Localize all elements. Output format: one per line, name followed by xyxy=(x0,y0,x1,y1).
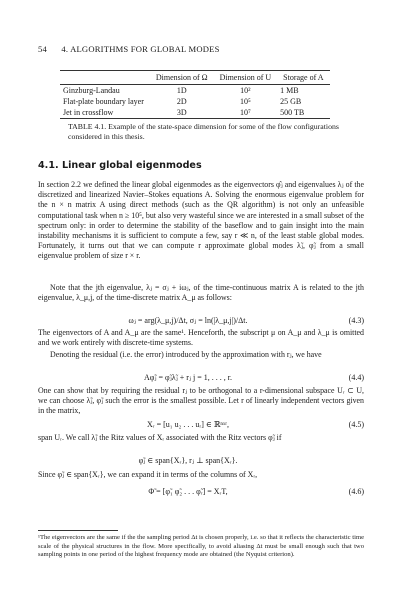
table-cell: 1D xyxy=(176,86,187,95)
page-number: 54 xyxy=(38,44,47,54)
paragraph: Note that the jth eigenvalue, λⱼ = σⱼ + iωⱼ, of the time-continuous matrix A is related to the jth eigenvalue, λ_μ,j, of the time-discrete matrix A_μ as follows: xyxy=(38,283,364,303)
table-header-row xyxy=(60,71,330,85)
table-cell: 2D xyxy=(176,97,187,106)
paragraph: span Uᵣ. We call λ̃ⱼ the Ritz values of Xᵣ associated with the Ritz vectors φ̃ⱼ if xyxy=(38,433,282,442)
section-title: 4.1. Linear global eigenmodes xyxy=(38,160,202,171)
equation-body: Xᵣ = [u₁ u₂ . . . uᵣ] ∈ ℝⁿˣʳ, xyxy=(146,420,229,429)
table-header-cell: Dimension of Ω xyxy=(155,73,208,82)
table-cell: 1 MB xyxy=(280,86,299,95)
table-row xyxy=(60,85,330,97)
equation-body: ωⱼ = arg(λ_μ,j)/Δt, σⱼ = ln(|λ_μ,j|)/Δt. xyxy=(128,316,248,325)
table-cell: 25 GB xyxy=(280,97,302,106)
equation-number: (4.3) xyxy=(348,316,364,325)
footnote-rule xyxy=(38,530,118,531)
table-caption: TABLE 4.1. Example of the state-space dimension for some of the flow configurations considered in this thesis. xyxy=(68,122,339,141)
paragraph: The eigenvectors of A and A_μ are the same¹. Henceforth, the subscript μ on A_μ and λ_μ is omitted and we work entirely with discrete-time systems. xyxy=(38,328,364,348)
equation-number: (4.4) xyxy=(348,373,364,382)
paragraph: One can show that by requiring the residual rⱼ to be orthogonal to a r-dimensional subspace Uᵣ ⊂ U, we can choose λ̃ⱼ, φ̃ⱼ such the error is the smallest possible. Let r of linearly independent vectors given in the matrix, xyxy=(38,386,364,416)
table-row xyxy=(60,96,330,107)
table-cell: 10⁷ xyxy=(239,108,251,117)
table-header-cell xyxy=(60,71,150,85)
table-header-cell: Dimension of U xyxy=(219,73,272,82)
footnote: ¹The eigenvectors are the same if the the sampling period Δt is chosen properly, i.e. so that it reflects the characteristic time scale of the physical structures in the flow. More specifically, to avoid aliasing Δt must be small enough such that two sampling points in one period of the highest frequency mode are obtained (the Nyquist criterion). xyxy=(38,534,364,559)
table-cell: 10⁵ xyxy=(239,97,251,106)
paragraph: Since φ̃ⱼ ∈ span{Xᵣ}, we can expand it in terms of the columns of Xᵣ, xyxy=(38,470,258,479)
equation-body: Aφ̃ⱼ = φ̃ⱼλ̃ⱼ + rⱼ j = 1, . . . , r. xyxy=(144,373,232,382)
equation-body: φ̃ⱼ ∈ span{Xᵣ}, rⱼ ⊥ span{Xᵣ}. xyxy=(138,456,238,465)
equation-number: (4.5) xyxy=(348,420,364,429)
state-space-table xyxy=(60,70,330,119)
table-cell: 10² xyxy=(240,86,251,95)
paragraph: Denoting the residual (i.e. the error) introduced by the approximation with rⱼ, we have xyxy=(50,350,322,359)
table-row xyxy=(60,107,330,119)
paragraph: In section 2.2 we defined the linear global eigenmodes as the eigenvectors φ̂ⱼ and eigenvalues λⱼ of the discretized and linearized Navier–Stokes equations A. Solving the enormous eigenvalue problem for the n × n matrix A using direct methods (such as the QR algorithm) is not only an unfeasible computational task when n ≥ 10⁵, but also very wasteful since we are interested in a small subset of the spectrum only: in order to determine the stability of the baseflow and to gain insight into the main instability mechanisms it is sufficient to compute a few, say r ≪ n, of the least stable global modes. Fortunately, it turns out that we can compute r approximate global modes λ̃ⱼ, φ̃ⱼ from a small eigenvalue problem of size r × r. xyxy=(38,180,364,261)
table-cell: 500 TB xyxy=(280,108,305,117)
table-cell: Jet in crossflow xyxy=(63,108,114,117)
table-cell: Flat-plate boundary layer xyxy=(63,97,144,106)
running-header xyxy=(38,44,220,54)
equation-number: (4.6) xyxy=(348,487,364,496)
equation-body: Φ̃ = [φ̃₁ φ̃₂ . . . φ̃ᵣ] = XᵣT, xyxy=(148,487,228,496)
table-header-cell: Storage of A xyxy=(283,73,324,82)
running-title: 4. ALGORITHMS FOR GLOBAL MODES xyxy=(61,44,220,54)
table-cell: 3D xyxy=(176,108,187,117)
table-cell: Ginzburg-Landau xyxy=(63,86,120,95)
